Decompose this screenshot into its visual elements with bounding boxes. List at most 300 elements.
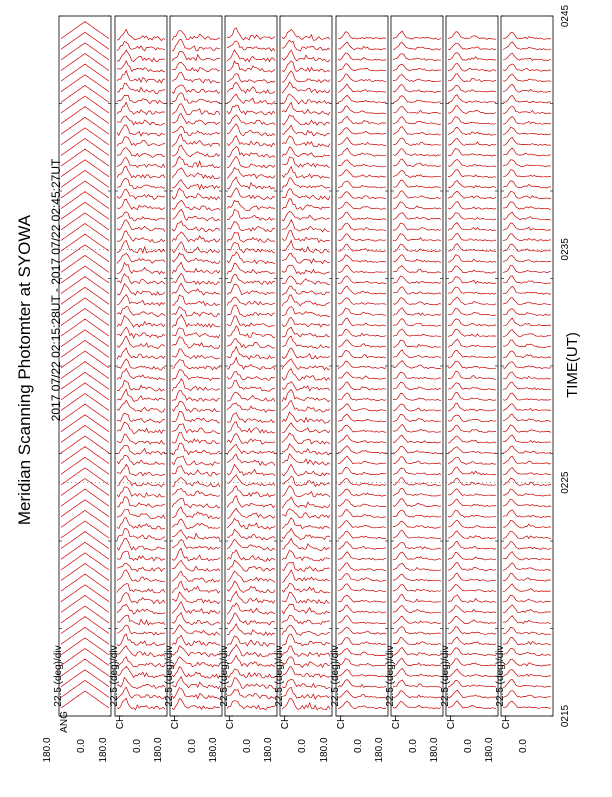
scan-trace	[172, 657, 220, 668]
scan-trace	[503, 170, 551, 177]
scan-trace	[448, 361, 496, 369]
scan-trace	[393, 605, 441, 613]
scan-trace	[61, 213, 109, 230]
scan-trace	[282, 634, 330, 646]
scan-trace	[338, 479, 386, 486]
scan-trace	[503, 489, 551, 496]
scan-trace	[172, 667, 220, 679]
scan-trace	[338, 318, 386, 326]
scan-trace	[61, 298, 109, 315]
scan-trace	[503, 256, 551, 263]
chart-subtitle: 2017 07/22 02:15:28UT - 2017 07/22 02:45:27UT	[49, 158, 63, 422]
scan-trace	[338, 308, 386, 315]
panel-frame	[446, 16, 498, 716]
scan-trace	[448, 489, 496, 496]
scan-trace	[117, 348, 165, 359]
scan-trace	[448, 585, 496, 592]
y-tick-label-0: 0.0	[297, 739, 308, 753]
scale-label: 22.5 (deg)/div	[109, 645, 120, 707]
scan-trace	[393, 648, 441, 656]
y-tick-label-180: 180.0	[429, 737, 440, 763]
scan-trace	[338, 489, 386, 496]
scan-trace	[448, 573, 496, 581]
scan-trace	[172, 646, 220, 657]
scan-trace	[393, 616, 441, 623]
scan-trace	[117, 434, 165, 444]
scan-trace	[61, 309, 109, 326]
scan-trace	[448, 223, 496, 231]
scan-trace	[448, 127, 496, 135]
panel-label: CH	[225, 714, 236, 730]
scan-trace	[227, 50, 275, 62]
scan-trace	[448, 117, 496, 125]
scan-trace	[61, 521, 109, 538]
scan-trace	[61, 585, 109, 602]
panel-7	[429, 16, 498, 763]
scan-trace	[393, 43, 441, 50]
panel-label: CH	[446, 714, 457, 730]
scan-trace	[61, 75, 109, 92]
panel-label: CH	[501, 714, 512, 730]
scan-trace	[448, 681, 496, 688]
scan-trace	[117, 71, 165, 83]
scan-trace	[227, 581, 275, 593]
scan-trace	[117, 359, 165, 370]
scan-trace	[227, 105, 275, 115]
scan-trace	[503, 435, 551, 443]
scan-trace	[61, 649, 109, 666]
scan-trace	[448, 149, 496, 157]
scan-trace	[282, 286, 330, 295]
scan-trace	[61, 43, 109, 60]
scan-trace	[503, 584, 551, 592]
scan-trace	[338, 552, 386, 560]
scan-trace	[503, 628, 551, 635]
scan-trace	[172, 104, 220, 115]
scan-trace	[172, 379, 220, 391]
scan-trace	[338, 468, 386, 475]
scan-trace	[172, 602, 220, 614]
scan-trace	[503, 286, 551, 294]
scan-trace	[503, 393, 551, 400]
scan-trace	[448, 669, 496, 677]
scan-trace	[227, 316, 275, 327]
scan-trace	[282, 562, 330, 571]
scan-trace	[227, 508, 275, 518]
scan-trace	[393, 149, 441, 157]
scan-trace	[61, 117, 109, 134]
y-tick-label-180: 180.0	[153, 737, 164, 763]
time-tick-label: 0235	[560, 238, 571, 261]
scale-label: 22.5 (deg)/div	[274, 645, 285, 707]
scan-trace	[448, 191, 496, 199]
scan-trace	[117, 657, 165, 667]
scan-trace	[61, 96, 109, 113]
scan-trace	[61, 510, 109, 527]
scale-label: 22.5 (deg)/div	[330, 645, 341, 707]
scan-trace	[61, 245, 109, 262]
scan-trace	[393, 574, 441, 581]
scan-trace	[117, 220, 165, 232]
scan-trace	[338, 382, 386, 390]
scan-trace	[117, 634, 165, 646]
scan-trace	[282, 646, 330, 657]
scan-trace	[393, 170, 441, 177]
scan-trace	[282, 29, 330, 40]
scan-trace	[338, 393, 386, 401]
scan-trace	[503, 106, 551, 114]
scan-trace	[227, 403, 275, 413]
scan-trace	[117, 518, 165, 530]
scan-trace	[117, 593, 165, 604]
scan-trace	[61, 54, 109, 71]
scan-trace	[282, 382, 330, 391]
y-tick-label-180: 180.0	[98, 737, 109, 763]
scan-trace	[338, 425, 386, 432]
scan-trace	[117, 83, 165, 93]
scan-trace	[61, 447, 109, 464]
scan-trace	[282, 518, 330, 529]
scan-trace	[503, 340, 551, 348]
scan-trace	[227, 591, 275, 603]
scan-trace	[393, 563, 441, 570]
scan-trace	[448, 659, 496, 666]
scan-trace	[117, 42, 165, 51]
scan-trace	[448, 308, 496, 315]
scan-trace	[227, 613, 275, 625]
scan-trace	[393, 457, 441, 465]
scan-trace	[503, 691, 551, 698]
scan-trace	[61, 340, 109, 357]
scan-trace	[61, 595, 109, 612]
scan-trace	[227, 115, 275, 125]
scan-trace	[503, 298, 551, 305]
scan-trace	[338, 361, 386, 369]
scan-trace	[338, 116, 386, 124]
scan-trace	[227, 465, 275, 477]
scan-trace	[227, 221, 275, 231]
scan-trace	[338, 74, 386, 82]
scan-trace	[448, 297, 496, 305]
scan-trace	[227, 422, 275, 434]
scan-trace	[172, 62, 220, 72]
scan-trace	[61, 85, 109, 102]
scan-trace	[227, 284, 275, 295]
scan-trace	[282, 336, 330, 348]
scan-trace	[172, 613, 220, 625]
scan-trace	[448, 202, 496, 210]
scan-trace	[282, 423, 330, 433]
scan-trace	[448, 531, 496, 539]
scan-trace	[282, 583, 330, 592]
scan-trace	[282, 592, 330, 603]
scan-trace	[61, 564, 109, 581]
scan-trace	[227, 496, 275, 508]
scan-trace	[282, 551, 330, 562]
scan-trace	[117, 389, 165, 401]
scan-trace	[503, 64, 551, 71]
scan-trace	[393, 75, 441, 82]
scan-trace	[448, 627, 496, 635]
scan-trace	[282, 348, 330, 359]
scan-trace	[61, 659, 109, 676]
scan-trace	[503, 414, 551, 422]
scan-trace	[172, 253, 220, 264]
scan-trace	[117, 178, 165, 189]
scan-trace	[503, 649, 551, 656]
scan-trace	[393, 530, 441, 538]
scan-trace	[393, 404, 441, 411]
scan-trace	[393, 446, 441, 453]
scan-trace	[503, 372, 551, 379]
scan-trace	[117, 584, 165, 593]
scan-trace	[393, 234, 441, 241]
scan-trace	[61, 128, 109, 145]
y-tick-label-0: 0.0	[353, 739, 364, 753]
scan-trace	[61, 394, 109, 411]
scan-trace	[448, 244, 496, 252]
scan-trace	[503, 468, 551, 475]
scan-trace	[282, 529, 330, 540]
scan-trace	[227, 636, 275, 646]
scan-trace	[172, 466, 220, 476]
scan-trace	[393, 691, 441, 698]
scan-trace	[117, 464, 165, 476]
scan-trace	[282, 317, 330, 327]
scan-trace	[338, 298, 386, 305]
scan-trace	[227, 168, 275, 179]
scan-trace	[393, 329, 441, 337]
scan-trace	[503, 574, 551, 582]
scan-trace	[503, 234, 551, 241]
scan-trace	[393, 31, 441, 39]
scan-trace	[61, 277, 109, 294]
scan-trace	[117, 61, 165, 72]
scan-trace	[448, 383, 496, 390]
scan-trace	[503, 318, 551, 326]
scan-trace	[172, 688, 220, 700]
scan-trace	[503, 563, 551, 571]
scan-trace	[393, 552, 441, 560]
scan-trace	[117, 102, 165, 114]
scan-trace	[338, 137, 386, 145]
scan-trace	[503, 542, 551, 550]
scan-trace	[172, 188, 220, 200]
scan-trace	[227, 444, 275, 455]
scan-trace	[448, 233, 496, 241]
scan-trace	[282, 497, 330, 508]
scan-trace	[393, 287, 441, 295]
scan-trace	[448, 637, 496, 645]
scan-trace	[338, 637, 386, 645]
scan-trace	[61, 670, 109, 687]
scan-trace	[282, 400, 330, 412]
scan-trace	[172, 677, 220, 689]
scan-trace	[338, 276, 386, 284]
scan-trace	[172, 530, 220, 540]
scan-trace	[338, 84, 386, 92]
scan-trace	[117, 528, 165, 539]
scan-trace	[338, 531, 386, 538]
scan-trace	[172, 349, 220, 359]
scan-trace	[503, 531, 551, 538]
scan-trace	[61, 202, 109, 219]
scan-trace	[282, 680, 330, 689]
scan-trace	[503, 425, 551, 433]
scan-trace	[61, 170, 109, 187]
scan-trace	[61, 287, 109, 304]
scan-trace	[393, 594, 441, 602]
scale-label: 22.5 (deg)/div	[164, 645, 175, 707]
scan-trace	[117, 116, 165, 125]
scan-trace	[172, 625, 220, 636]
scan-trace	[172, 402, 220, 413]
scan-trace	[338, 128, 386, 135]
scan-trace	[503, 510, 551, 518]
scan-trace	[117, 563, 165, 571]
scan-trace	[172, 307, 220, 317]
scan-trace	[282, 509, 330, 519]
scan-trace	[172, 498, 220, 508]
scan-trace	[338, 32, 386, 39]
panel-frame	[59, 16, 111, 716]
scan-trace	[227, 252, 275, 264]
scan-trace	[338, 616, 386, 624]
scan-trace	[503, 276, 551, 284]
scan-trace	[448, 329, 496, 336]
scan-trace	[282, 389, 330, 401]
scan-trace	[227, 624, 275, 636]
scan-trace	[282, 157, 330, 168]
y-tick-label-180: 180.0	[263, 737, 274, 763]
scan-trace	[338, 701, 386, 708]
scan-trace	[282, 433, 330, 444]
scan-trace	[448, 287, 496, 294]
scan-trace	[338, 446, 386, 454]
scan-trace	[503, 446, 551, 454]
panel-label: CH	[336, 714, 347, 730]
scan-trace	[227, 242, 275, 253]
scan-trace	[448, 74, 496, 82]
scan-trace	[338, 265, 386, 273]
scan-trace	[338, 659, 386, 667]
scan-trace	[117, 677, 165, 688]
scan-trace	[172, 180, 220, 190]
scan-trace	[448, 255, 496, 262]
scan-trace	[61, 436, 109, 453]
scan-trace	[172, 200, 220, 210]
scan-trace	[172, 40, 220, 52]
scan-trace	[227, 156, 275, 168]
scan-trace	[338, 456, 386, 464]
scan-trace	[393, 488, 441, 496]
scan-trace	[393, 202, 441, 209]
scan-trace	[227, 124, 275, 136]
scan-trace	[393, 244, 441, 252]
scan-trace	[61, 22, 109, 39]
scan-trace	[61, 415, 109, 432]
scan-trace	[117, 137, 165, 147]
scan-trace	[117, 148, 165, 158]
scan-trace	[227, 529, 275, 540]
scan-trace	[393, 117, 441, 125]
scan-trace	[61, 457, 109, 474]
scan-trace	[172, 443, 220, 455]
scan-trace	[61, 330, 109, 347]
scan-trace	[448, 213, 496, 220]
scan-trace	[448, 606, 496, 613]
scan-trace	[393, 382, 441, 390]
scan-trace	[172, 31, 220, 41]
scan-trace	[227, 434, 275, 445]
scan-trace	[61, 691, 109, 708]
scan-trace	[117, 445, 165, 455]
scan-trace	[338, 649, 386, 656]
scan-trace	[503, 659, 551, 666]
scan-trace	[503, 137, 551, 145]
scan-trace	[227, 146, 275, 157]
scan-trace	[338, 244, 386, 252]
y-tick-label-180: 180.0	[484, 737, 495, 763]
scan-trace	[227, 61, 275, 72]
scan-trace	[338, 64, 386, 71]
scan-trace	[448, 595, 496, 603]
scan-trace	[503, 309, 551, 316]
scan-trace	[227, 392, 275, 401]
scan-trace	[448, 63, 496, 71]
scan-trace	[503, 116, 551, 124]
scan-trace	[61, 149, 109, 166]
scan-trace	[61, 404, 109, 421]
scan-trace	[338, 202, 386, 209]
scan-trace	[338, 106, 386, 114]
scan-trace	[282, 276, 330, 285]
scan-trace	[448, 159, 496, 166]
scan-trace	[172, 456, 220, 465]
scan-trace	[448, 701, 496, 709]
scan-trace	[338, 223, 386, 230]
scan-trace	[61, 479, 109, 496]
scan-trace	[282, 307, 330, 317]
scan-trace	[117, 380, 165, 391]
y-tick-label-180: 180.0	[42, 737, 53, 763]
scan-trace	[338, 42, 386, 50]
scan-trace	[448, 415, 496, 422]
scan-trace	[393, 372, 441, 379]
scan-trace	[282, 369, 330, 381]
scan-trace	[393, 702, 441, 709]
scan-trace	[393, 542, 441, 549]
panel-frame	[391, 16, 443, 716]
scan-trace	[338, 255, 386, 263]
scan-trace	[393, 138, 441, 146]
scan-trace	[338, 160, 386, 167]
scan-trace	[338, 234, 386, 241]
scan-trace	[282, 412, 330, 423]
scan-trace	[282, 231, 330, 243]
scan-trace	[172, 156, 220, 168]
scan-trace	[338, 521, 386, 528]
scan-trace	[227, 655, 275, 666]
scan-trace	[503, 128, 551, 135]
scan-trace	[61, 500, 109, 517]
scan-trace	[61, 489, 109, 506]
scan-trace	[282, 667, 330, 678]
scan-trace	[393, 499, 441, 507]
scan-trace	[61, 139, 109, 156]
scan-trace	[172, 478, 220, 487]
scan-trace	[448, 53, 496, 61]
